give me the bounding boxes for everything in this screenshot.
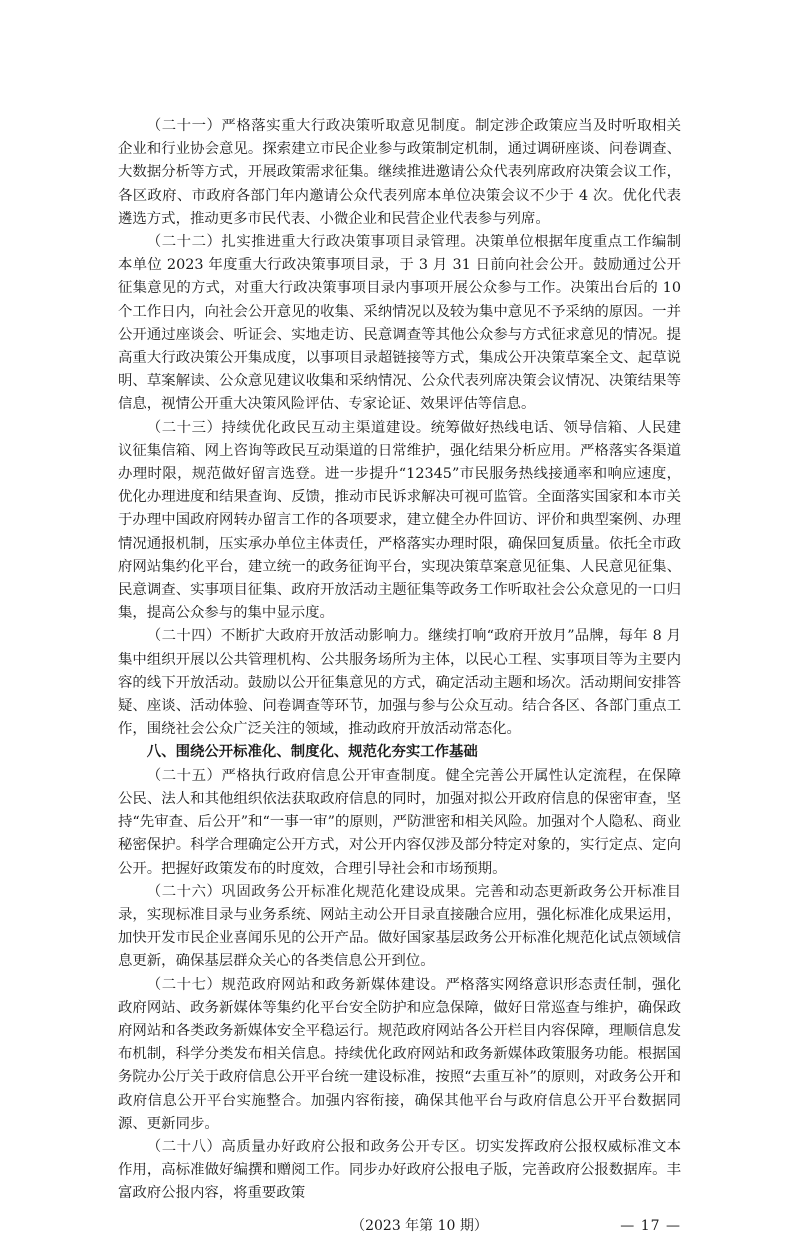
paragraph-24 [118,625,681,741]
paragraph-28 [118,1136,681,1206]
page-footer [118,1214,681,1238]
paragraph-lead: （二十七）规范政府网站和政务新媒体建设。 [146,976,446,993]
paragraph-22 [118,231,681,417]
paragraph-lead: （二十五）严格执行政府信息公开审查制度。 [146,767,446,784]
paragraph-text: 完善和动态更新政务公开标准目录，实现标准目录与业务系统、网站主动公开目录直接融合应用，强化标准化成果运用，加快开发市民企业喜闻乐见的公开产品。做好国家基层政务公开标准化规范化试点领域信息更新，确保基层群众关心的各类信息公开到位。 [118,883,681,970]
paragraph-lead: （二十八）高质量办好政府公报和政务公开专区。 [146,1138,476,1155]
paragraph-lead: （二十六）巩固政务公开标准化规范化建设成果。 [146,883,476,900]
paragraph-lead: （二十四）不断扩大政府开放活动影响力。 [146,628,429,645]
paragraph-lead: （二十二）扎实推进重大行政决策事项目录管理。 [146,234,476,251]
paragraph-text: 切实发挥政府公报权威标准文本作用，高标准做好编撰和赠阅工作。同步办好政府公报电子版，完善政府公报数据库。丰富政府公报内容，将重要政策 [118,1138,681,1202]
paragraph-text: 制定涉企政策应当及时听取相关企业和行业协会意见。探索建立市民企业参与政策制定机制，通过调研座谈、问卷调查、大数据分析等方式，开展政策需求征集。继续推进邀请公众代表列席政府决策会议工作，各区政府、市政府各部门年内邀请公众代表列席本单位决策会议不少于 4 次。优化代表遴选方式，推动更多市民代表、小微企业和民营企业代表参与列席。 [118,118,681,227]
paragraph-text: 继续打响“政府开放月”品牌，每年 8 月集中组织开展以公共管理机构、公共服务场所为主体，以民心工程、实事项目等为主要内容的线下开放活动。鼓励以公开征集意见的方式，确定活动主题和场次。活动期间安排答疑、座谈、活动体验、问卷调查等环节，加强与参与公众互动。结合各区、各部门重点工作，围绕社会公众广泛关注的领域，推动政府开放活动常态化。 [118,628,681,738]
paragraph-text: 统筹做好热线电话、领导信箱、人民建议征集信箱、网上咨询等政民互动渠道的日常维护，强化结果分析应用。严格落实各渠道办理时限，规范做好留言选登。进一步提升“12345”市民服务热线接通率和响应速度，优化办理进度和结果查询、反馈，推动市民诉求解决可视可监管。全面落实国家和本市关于办理中国政府网转办留言工作的各项要求，建立健全办件回访、评价和典型案例、办理情况通报机制，压实承办单位主体责任，严格落实办理时限，确保回复质量。依托全市政府网站集约化平台，建立统一的政务征询平台，实现决策草案意见征集、人民意见征集、民意调查、实事项目征集、政府开放活动主题征集等政务工作听取社会公众意见的一口归集，提高公众参与的集中显示度。 [118,419,681,622]
paragraph-26 [118,881,681,974]
paragraph-lead: （二十三）持续优化政民互动主渠道建设。 [146,419,431,436]
document-body [118,115,681,1206]
paragraph-lead: （二十一）严格落实重大行政决策听取意见制度。 [146,118,476,134]
paragraph-text: 严格落实网络意识形态责任制，强化政府网站、政务新媒体等集约化平台安全防护和应急保障，做好日常巡查与维护，确保政府网站和各类政务新媒体安全平稳运行。规范政府网站各公开栏目内容保障，理顺信息发布机制，科学分类发布相关信息。持续优化政府网站和政务新媒体政策服务功能。根据国务院办公厅关于政府信息公开平台统一建设标准，按照“去重互补”的原则，对政务公开和政府信息公开平台实施整合。加强内容衔接，确保其他平台与政府信息公开平台数据同源、更新同步。 [118,976,681,1132]
page-number: — 17 — [620,1217,681,1234]
paragraph-text: 决策单位根据年度重点工作编制本单位 2023 年度重大行政决策事项目录，于 3 月 31 日前向社会公开。鼓励通过公开征集意见的方式，对重大行政决策事项目录内事项开展公众参与工作。决策出台后的 10 个工作日内，向社会公开意见的收集、采纳情况以及较为集中意见不予采纳的原因。一并公开通过座谈会、听证会、实地走访、民意调查等其他公众参与方式征求意见的情况。提高重大行政决策公开集成度，以事项目录超链接等方式，集成公开决策草案全文、起草说明、草案解读、公众意见建议收集和采纳情况、公众代表列席决策会议情况、决策结果等信息，视情公开重大决策风险评估、专家论证、效果评估等信息。 [118,234,681,413]
paragraph-21 [118,115,681,231]
footer-issue-number: （2023 年第 10 期） [351,1217,488,1234]
paragraph-27 [118,974,681,1136]
paragraph-25 [118,765,681,881]
section-heading: 八、围绕公开标准化、制度化、规范化夯实工作基础 [146,744,478,761]
paragraph-text: 健全完善公开属性认定流程，在保障公民、法人和其他组织依法获取政府信息的同时，加强对拟公开政府信息的保密审查，坚持“先审查、后公开”和“一事一审”的原则，严防泄密和相关风险。加强对个人隐私、商业秘密保护。科学合理确定公开方式，对公开内容仅涉及部分特定对象的，实行定点、定向公开。把握好政策发布的时度效，合理引导社会和市场预期。 [118,767,681,877]
paragraph-23 [118,417,681,626]
